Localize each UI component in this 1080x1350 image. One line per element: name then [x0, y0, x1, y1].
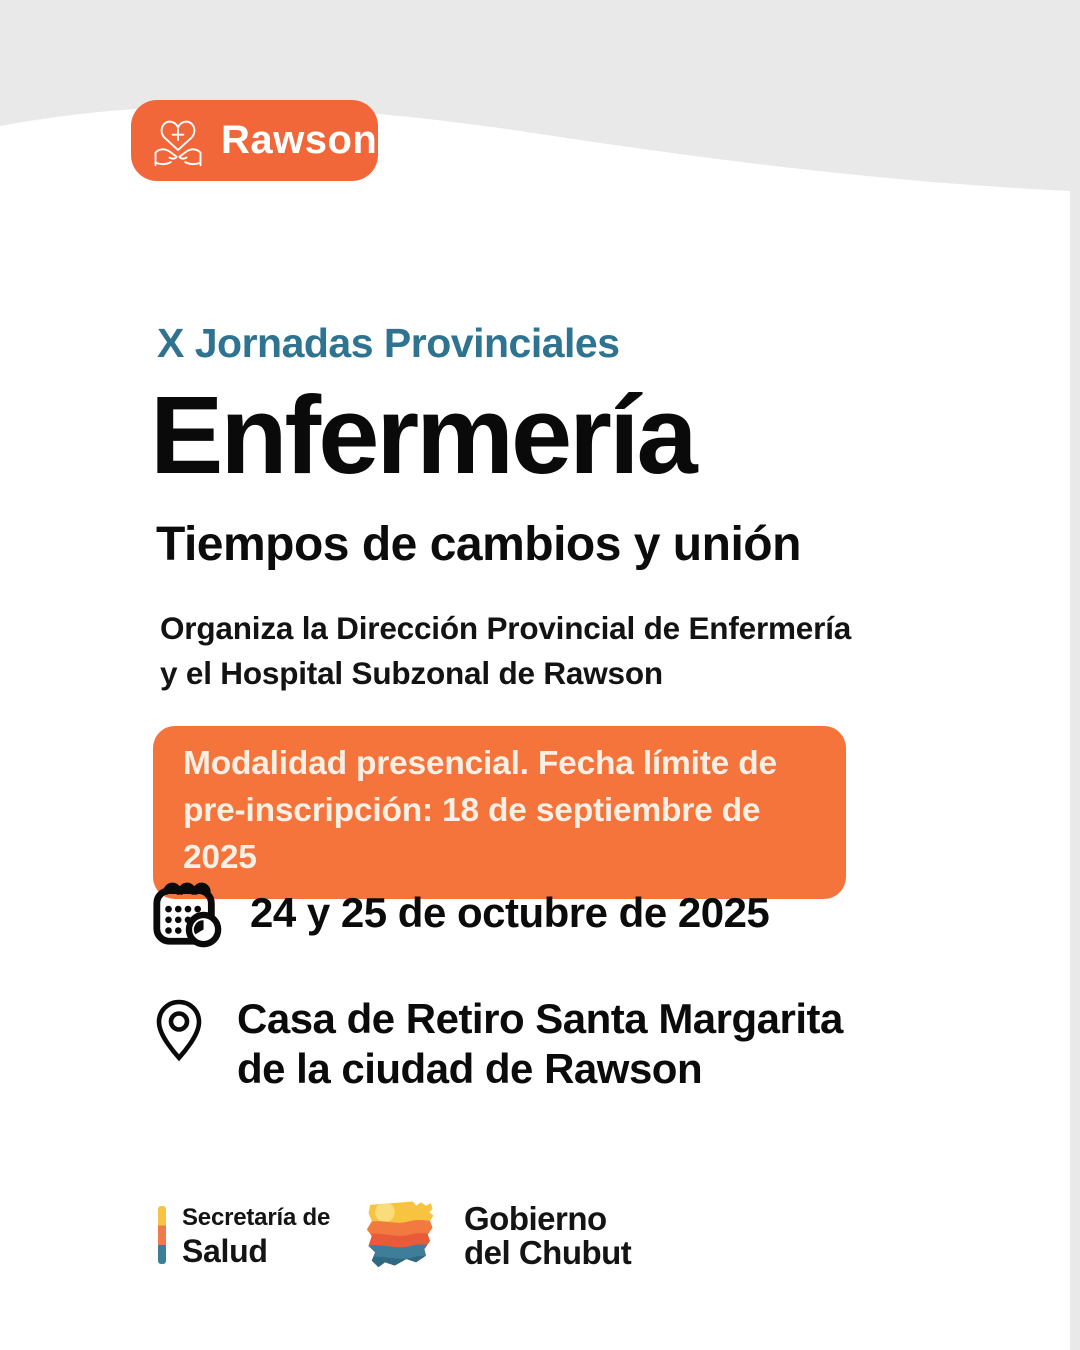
salud-color-bar-icon [158, 1206, 166, 1264]
event-title: Enfermería [150, 374, 695, 497]
chubut-wordmark [464, 1202, 631, 1269]
registration-deadline-box [153, 726, 846, 899]
deadline-line-2: pre-inscripción: 18 de septiembre de 2025 [183, 791, 761, 876]
organizer-text [160, 606, 851, 695]
calendar-clock-icon [150, 876, 224, 950]
footer [0, 1198, 1080, 1288]
event-kicker: X Jornadas Provinciales [157, 320, 620, 366]
salud-line-1: Secretaría de [182, 1204, 331, 1231]
organizer-line-2: y el Hospital Subzonal de Rawson [160, 654, 663, 691]
heart-in-hands-icon [151, 114, 205, 168]
salud-line-2: Salud [182, 1233, 268, 1269]
deadline-line-1: Modalidad presencial. Fecha límite de [183, 745, 777, 782]
event-date: 24 y 25 de octubre de 2025 [250, 889, 770, 936]
venue-line-2: de la ciudad de Rawson [237, 1044, 703, 1092]
location-pin-icon [155, 998, 203, 1062]
chubut-map-icon [362, 1198, 444, 1274]
city-badge [131, 100, 378, 181]
date-row [150, 876, 769, 950]
chubut-line-1: Gobierno [464, 1200, 607, 1238]
venue-line-1: Casa de Retiro Santa Margarita [237, 995, 843, 1042]
secretaria-salud-logo [158, 1204, 330, 1270]
event-subtitle: Tiempos de cambios y unión [156, 518, 801, 571]
organizer-line-1: Organiza la Dirección Provincial de Enfermería [160, 610, 852, 646]
gobierno-chubut-logo [362, 1198, 631, 1274]
venue-row [155, 994, 843, 1093]
event-venue [237, 994, 843, 1093]
chubut-line-2: del Chubut [464, 1234, 632, 1271]
badge-label: Rawson [221, 118, 378, 162]
